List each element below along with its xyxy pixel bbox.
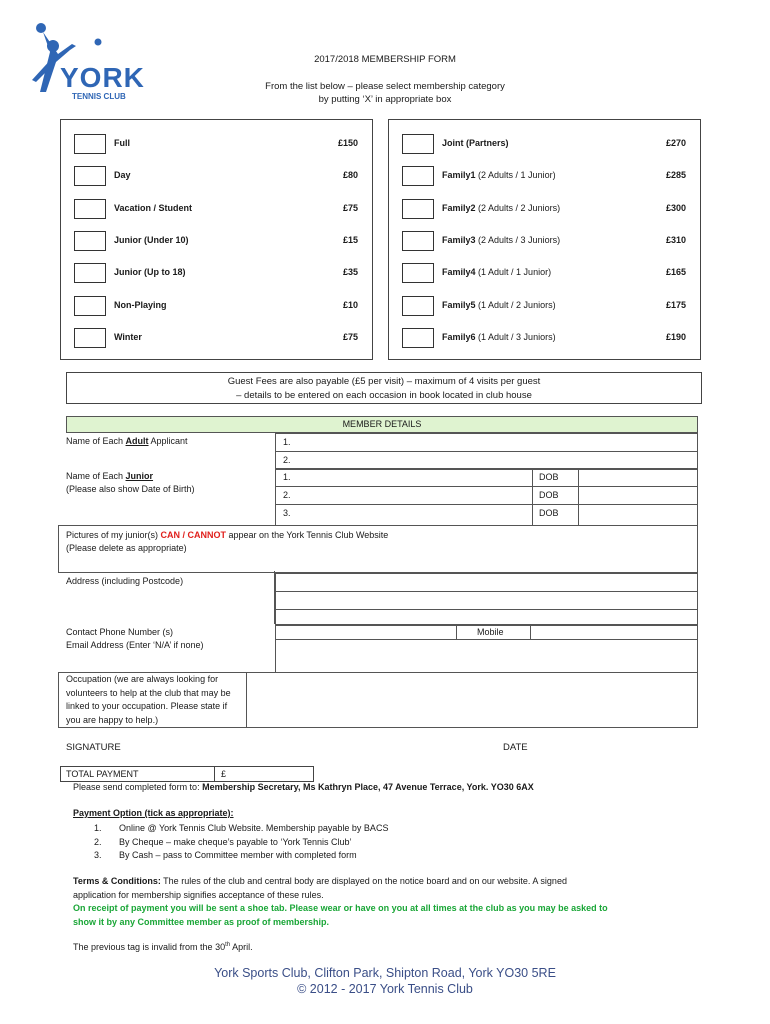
category-row-left-7 [61, 328, 372, 348]
mobile-field[interactable] [530, 624, 698, 640]
category-checkbox-right-5[interactable] [402, 263, 434, 283]
junior-applicant-label: Name of Each Junior (Please also show Date of Birth) [66, 471, 195, 494]
category-price: £270 [665, 138, 686, 148]
member-details-header [66, 416, 698, 433]
terms-section [73, 875, 723, 929]
category-price: £175 [665, 299, 686, 310]
instruction-line-1: From the list below – please select membership category [265, 81, 505, 92]
category-label: Family1 (2 Adults / 1 Junior) [442, 170, 556, 181]
category-checkbox-left-3[interactable] [74, 199, 106, 219]
category-checkbox-right-7[interactable] [402, 328, 434, 348]
category-checkbox-left-5[interactable] [74, 263, 106, 283]
mobile-label-cell [456, 624, 531, 640]
adult-number-2: 2. [283, 455, 291, 465]
mobile-label: Mobile [477, 627, 504, 637]
dob-label-1 [532, 468, 579, 487]
logo-word: YORK [60, 62, 145, 93]
category-price: £190 [665, 331, 686, 342]
address-divider [58, 571, 275, 624]
category-row-left-4 [61, 231, 372, 251]
category-label: Family6 (1 Adult / 3 Juniors) [442, 331, 556, 342]
category-price: £310 [665, 234, 686, 245]
category-row-left-2 [61, 166, 372, 186]
total-payment-box[interactable] [60, 766, 314, 782]
address-field-1[interactable] [275, 573, 698, 592]
category-price: £15 [342, 234, 358, 245]
category-row-right-7 [389, 328, 700, 348]
category-row-right-3 [389, 199, 700, 219]
payment-options [94, 822, 388, 863]
dob-field-1[interactable] [578, 468, 698, 487]
address-field-2[interactable] [275, 591, 698, 610]
shoe-tab-notice-2: show it by any Committee member as proof of membership. [73, 916, 330, 927]
category-label: Vacation / Student [114, 202, 193, 213]
terms-label: Terms & Conditions: [73, 876, 161, 886]
dob-label-2 [532, 486, 579, 505]
category-price: £35 [342, 267, 358, 278]
category-checkbox-right-6[interactable] [402, 296, 434, 316]
terms-text-2: application for membership signifies acceptance of these rules. [73, 889, 324, 900]
category-price: £10 [342, 299, 358, 310]
footer-copyright: © 2012 - 2017 York Tennis Club [297, 982, 473, 996]
category-price: £75 [342, 202, 358, 213]
category-price: £80 [342, 170, 358, 181]
date-label: DATE [503, 742, 528, 753]
category-label: Day [114, 170, 131, 181]
category-checkbox-right-2[interactable] [402, 166, 434, 186]
dob-text-1: DOB [539, 472, 559, 482]
send-to-line: Please send completed form to: Membership Secretary, Ms Kathryn Place, 47 Avenue Terrace, York. YO30 6AX [73, 782, 534, 792]
total-payment-label: TOTAL PAYMENT [66, 769, 139, 779]
category-checkbox-right-3[interactable] [402, 199, 434, 219]
category-label: Family2 (2 Adults / 2 Juniors) [442, 202, 561, 213]
dob-field-2[interactable] [578, 486, 698, 505]
category-row-left-5 [61, 263, 372, 283]
dob-field-3[interactable] [578, 504, 698, 526]
category-label: Winter [114, 331, 142, 342]
category-price: £300 [665, 202, 686, 213]
category-price: £150 [337, 138, 358, 148]
signature-label: SIGNATURE [66, 742, 121, 753]
dob-text-2: DOB [539, 490, 559, 500]
category-label: Full [114, 138, 130, 148]
category-row-left-3 [61, 199, 372, 219]
category-label: Non-Playing [114, 299, 167, 310]
email-label: Email Address (Enter ‘N/A’ if none) [66, 640, 204, 650]
shoe-tab-notice-1: On receipt of payment you will be sent a shoe tab. Please wear or have on you at all times at the club as you may be asked to [73, 903, 608, 913]
category-label: Joint (Partners) [442, 138, 509, 148]
tag-notice: The previous tag is invalid from the 30th April. [73, 942, 253, 952]
category-row-left-6 [61, 296, 372, 316]
member-details-heading: MEMBER DETAILS [342, 419, 422, 429]
junior-name-field-3[interactable] [275, 504, 533, 526]
footer-address: York Sports Club, Clifton Park, Shipton Road, York YO30 5RE [214, 966, 556, 980]
category-price: £285 [665, 170, 686, 181]
dob-label-3 [532, 504, 579, 526]
category-checkbox-left-1[interactable] [74, 134, 106, 154]
member-details-section [58, 416, 698, 726]
category-checkbox-right-1[interactable] [402, 134, 434, 154]
dob-text-3: DOB [539, 508, 559, 518]
category-row-right-5 [389, 263, 700, 283]
junior-name-field-1[interactable] [275, 468, 533, 487]
form-instruction [0, 80, 770, 106]
form-title: 2017/2018 MEMBERSHIP FORM [314, 54, 456, 65]
category-row-right-1 [389, 134, 700, 154]
category-box-left [60, 119, 373, 360]
category-checkbox-left-4[interactable] [74, 231, 106, 251]
category-label: Family3 (2 Adults / 3 Juniors) [442, 234, 561, 245]
instruction-line-2: by putting ‘X’ in appropriate box [318, 94, 452, 105]
category-price: £165 [665, 267, 686, 278]
junior-number-3: 3. [283, 508, 291, 518]
guest-line-2: – details to be entered on each occasion in book located in club house [236, 390, 532, 401]
category-box-right [388, 119, 701, 360]
phone-field[interactable] [275, 624, 457, 640]
guest-line-1: Guest Fees are also payable (£5 per visit) – maximum of 4 visits per guest [227, 376, 541, 387]
adult-name-field-1[interactable] [275, 433, 698, 452]
occupation-field[interactable] [246, 672, 698, 728]
junior-number-1: 1. [283, 472, 291, 482]
phone-label: Contact Phone Number (s) [66, 627, 174, 637]
category-label: Family5 (1 Adult / 2 Juniors) [442, 299, 556, 310]
junior-number-2: 2. [283, 490, 291, 500]
adult-applicant-label: Name of Each Adult Applicant [66, 436, 188, 446]
category-checkbox-right-4[interactable] [402, 231, 434, 251]
category-checkbox-left-7[interactable] [74, 328, 106, 348]
category-label: Junior (Up to 18) [114, 267, 186, 278]
category-checkbox-left-2[interactable] [74, 166, 106, 186]
adult-number-1: 1. [283, 437, 291, 447]
payment-option-2[interactable]: 2. By Cheque – make cheque’s payable to ‘York Tennis Club’ [94, 836, 352, 847]
occupation-label-cell [58, 672, 247, 728]
category-checkbox-left-6[interactable] [74, 296, 106, 316]
category-label: Family4 (1 Adult / 1 Junior) [442, 267, 552, 278]
email-field[interactable] [275, 639, 698, 673]
junior-name-field-2[interactable] [275, 486, 533, 505]
logo-subtitle: TENNIS CLUB [72, 92, 126, 101]
category-row-right-2 [389, 166, 700, 186]
category-row-left-1 [61, 134, 372, 154]
occupation-label: Occupation (we are always looking for volunteers to help at the club that may be linked to your occupation. Please state if you are happy to help.) [66, 674, 231, 725]
payment-heading: Payment Option (tick as appropriate): [73, 808, 234, 818]
category-row-right-4 [389, 231, 700, 251]
category-price: £75 [342, 331, 358, 342]
guest-fees-notice [66, 372, 702, 404]
terms-text-1: The rules of the club and central body are displayed on the notice board and on our website. A signed [160, 876, 567, 886]
category-row-right-6 [389, 296, 700, 316]
payment-option-3[interactable]: 3. By Cash – pass to Committee member with completed form [94, 850, 357, 860]
category-label: Junior (Under 10) [114, 234, 189, 245]
pictures-consent-field[interactable] [58, 525, 698, 573]
address-label: Address (including Postcode) [66, 576, 184, 586]
pictures-consent-text: Pictures of my junior(s) CAN / CANNOT appear on the York Tennis Club Website (Please delete as appropriate) [66, 530, 389, 553]
payment-option-1[interactable]: 1. Online @ York Tennis Club Website. Membership payable by BACS [94, 823, 389, 833]
total-currency: £ [221, 769, 227, 779]
